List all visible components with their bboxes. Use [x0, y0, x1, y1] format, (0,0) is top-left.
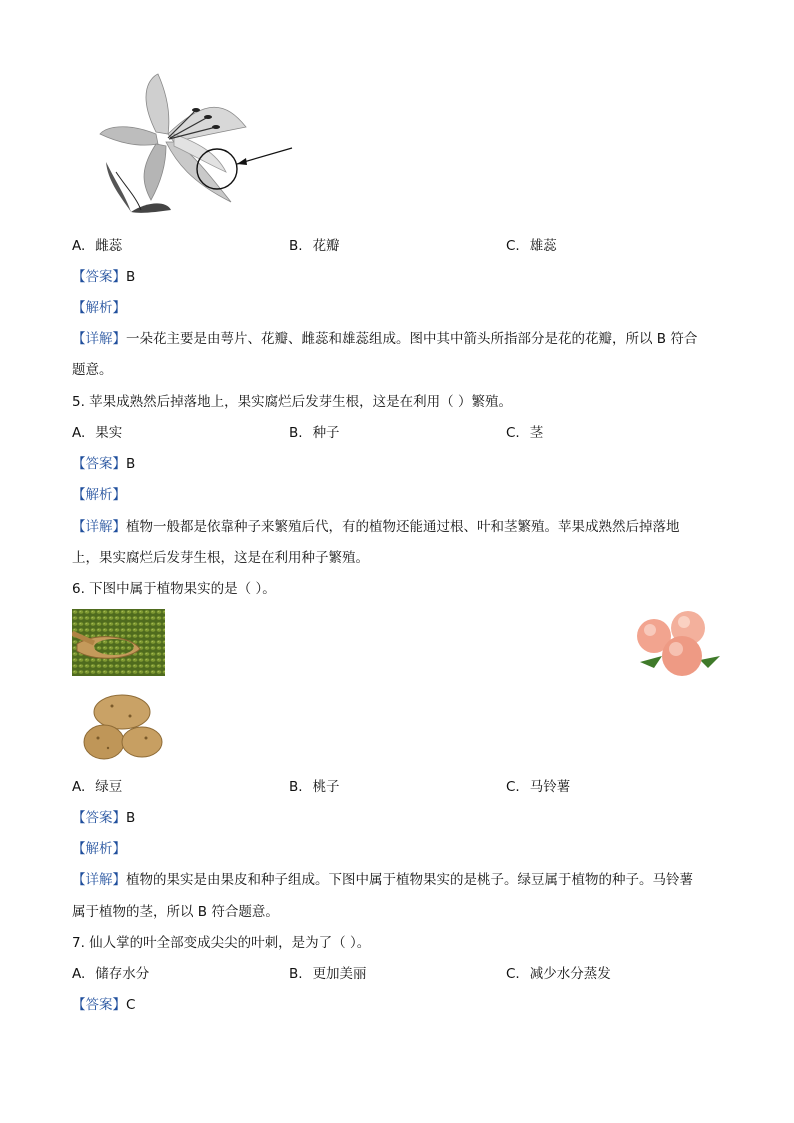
q6-detail-line1: 【详解】植物的果实是由果皮和种子组成。下图中属于植物果实的是桃子。绿豆属于植物的种子。马铃薯	[72, 872, 693, 888]
q4-option-c: C. 雄蕊	[506, 238, 557, 254]
q7-option-c: C. 减少水分蒸发	[506, 966, 611, 982]
q5-analysis: 【解析】	[72, 487, 126, 503]
q5-detail-line1: 【详解】植物一般都是依靠种子来繁殖后代，有的植物还能通过根、叶和茎繁殖。苹果成熟然后掉落地	[72, 519, 680, 535]
mung-bean-image	[72, 609, 165, 676]
q4-detail-line2: 题意。	[72, 362, 113, 378]
q5-option-a: A. 果实	[72, 425, 123, 441]
q5-answer: 【答案】B	[72, 456, 136, 472]
q4-answer: 【答案】B	[72, 269, 136, 285]
q7-option-a: A. 储存水分	[72, 966, 150, 982]
q7-question: 7. 仙人掌的叶全部变成尖尖的叶刺，是为了（ ）。	[72, 935, 371, 951]
lily-flower-image	[96, 72, 296, 217]
q4-analysis: 【解析】	[72, 300, 126, 316]
potato-image	[82, 692, 164, 764]
q4-detail-line1: 【详解】一朵花主要是由萼片、花瓣、雌蕊和雄蕊组成。图中其中箭头所指部分是花的花瓣，所以 B 符合	[72, 331, 698, 347]
q6-detail-line2: 属于植物的茎，所以 B 符合题意。	[72, 904, 279, 920]
q5-option-b: B. 种子	[289, 425, 340, 441]
q6-question: 6. 下图中属于植物果实的是（ ）。	[72, 581, 276, 597]
q4-option-a: A. 雌蕊	[72, 238, 123, 254]
q6-option-a: A. 绿豆	[72, 779, 123, 795]
q4-option-b: B. 花瓣	[289, 238, 340, 254]
peach-image	[632, 604, 722, 682]
q5-detail-line2: 上，果实腐烂后发芽生根，这是在利用种子繁殖。	[72, 550, 369, 566]
q7-answer: 【答案】C	[72, 997, 136, 1013]
q5-question: 5. 苹果成熟然后掉落地上，果实腐烂后发芽生根，这是在利用（ ）繁殖。	[72, 394, 512, 410]
q6-analysis: 【解析】	[72, 841, 126, 857]
q5-option-c: C. 茎	[506, 425, 544, 441]
q6-answer: 【答案】B	[72, 810, 136, 826]
q6-option-b: B. 桃子	[289, 779, 340, 795]
q7-option-b: B. 更加美丽	[289, 966, 367, 982]
q6-option-c: C. 马铃薯	[506, 779, 571, 795]
